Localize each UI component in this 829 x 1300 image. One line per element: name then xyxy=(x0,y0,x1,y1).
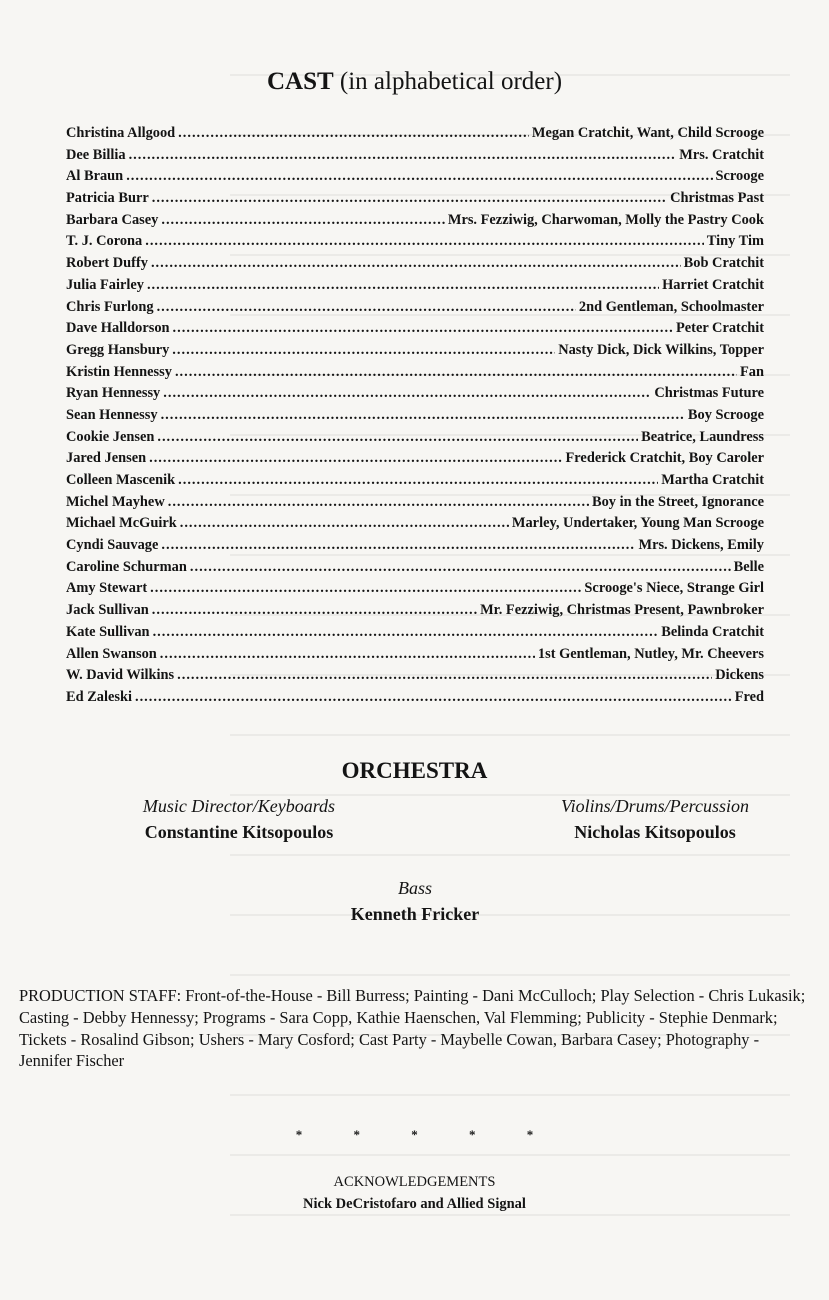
role-name: Christmas Future xyxy=(654,385,764,402)
role-name: Marley, Undertaker, Young Man Scrooge xyxy=(511,515,764,532)
actor-name: Colleen Mascenik xyxy=(66,472,176,488)
dot-leader xyxy=(178,470,658,492)
role-name: Belle xyxy=(733,558,764,575)
actor-name: Amy Stewart xyxy=(66,580,148,597)
cast-row xyxy=(66,513,764,535)
dot-leader xyxy=(168,492,589,514)
actor-name: Kate Sullivan xyxy=(66,623,150,640)
role-name: Mrs. Fezziwig, Charwoman, Molly the Pastry Cook xyxy=(447,211,764,228)
dot-leader xyxy=(161,405,685,427)
member-role: Music Director/Keyboards xyxy=(142,796,336,816)
actor-name: Jack Sullivan xyxy=(66,602,149,619)
role-name: Mrs. Dickens, Emily xyxy=(638,537,764,554)
role-name: Scrooge xyxy=(715,168,764,185)
actor-name: Ed Zaleski xyxy=(66,688,132,705)
cast-row xyxy=(66,166,764,188)
cast-heading xyxy=(0,68,829,96)
dot-leader xyxy=(160,644,535,666)
role-name: Scrooge's Niece, Strange Girl xyxy=(584,580,764,597)
cast-row xyxy=(66,557,764,579)
dot-leader xyxy=(149,448,562,470)
dot-leader xyxy=(153,622,659,644)
role-name: Frederick Cratchit, Boy Caroler xyxy=(565,450,764,467)
role-name: Mr. Fezziwig, Christmas Present, Pawnbroker xyxy=(480,602,764,619)
dot-leader xyxy=(135,687,732,709)
cast-row xyxy=(66,253,764,275)
cast-row xyxy=(66,687,764,709)
orchestra-member xyxy=(66,793,412,845)
member-role: Bass xyxy=(397,878,432,898)
acknowledgements-names: Nick DeCristofaro and Allied Signal xyxy=(303,1196,526,1212)
dot-leader xyxy=(152,188,667,210)
orchestra-member xyxy=(260,875,570,927)
member-name: Kenneth Fricker xyxy=(350,904,480,924)
role-name: Christmas Past xyxy=(670,190,764,207)
dot-leader xyxy=(163,383,651,405)
cast-row xyxy=(66,145,764,167)
role-name: Belinda Cratchit xyxy=(661,623,764,640)
dot-leader xyxy=(178,123,529,145)
dot-leader xyxy=(151,253,681,275)
cast-row xyxy=(66,405,764,427)
dot-leader xyxy=(157,297,576,319)
actor-name: Patricia Burr xyxy=(66,190,149,207)
role-name: Fan xyxy=(740,363,764,380)
role-name: Harriet Cratchit xyxy=(662,276,764,293)
actor-name: Dave Halldorson xyxy=(66,320,170,337)
dot-leader xyxy=(180,513,509,535)
cast-row xyxy=(66,210,764,232)
role-name: Boy in the Street, Ignorance xyxy=(591,493,764,510)
cast-list xyxy=(66,123,764,709)
cast-row xyxy=(66,362,764,384)
dot-leader xyxy=(161,535,635,557)
actor-name: Jared Jensen xyxy=(66,450,147,467)
actor-name: Kristin Hennessy xyxy=(66,363,172,380)
actor-name: Julia Fairley xyxy=(66,276,144,293)
cast-row xyxy=(66,123,764,145)
cast-row xyxy=(66,340,764,362)
cast-row xyxy=(66,492,764,514)
cast-row xyxy=(66,231,764,253)
dot-leader xyxy=(177,665,712,687)
role-name: Peter Cratchit xyxy=(675,320,764,337)
dot-leader xyxy=(190,557,731,579)
dot-leader xyxy=(175,362,737,384)
actor-name: Michael McGuirk xyxy=(66,515,177,532)
dot-leader xyxy=(161,210,445,232)
role-name: Fred xyxy=(734,688,764,705)
production-staff: PRODUCTION STAFF: Front-of-the-House - Bill Burress; Painting - Dani McCulloch; Play Selection - Chris Lukasik; Casting - Debby Hennessy; Programs - Sara Copp, Kathie Haenschen, Val Flemming; Publicity - Stephie Denmark; Tickets - Rosalind Gibson; Ushers - Mary Cosford; Cast Party - Maybelle Cowan, Barbara Casey; Photography - Jennifer Fischer xyxy=(19,986,806,1071)
actor-name: Michel Mayhew xyxy=(66,493,165,510)
actor-name: Ryan Hennessy xyxy=(66,385,161,402)
role-name: Martha Cratchit xyxy=(661,472,764,488)
actor-name: Robert Duffy xyxy=(66,255,148,272)
dot-leader xyxy=(129,145,677,167)
actor-name: Chris Furlong xyxy=(66,298,154,315)
cast-row xyxy=(66,383,764,405)
cast-row xyxy=(66,578,764,600)
actor-name: Barbara Casey xyxy=(66,211,159,228)
cast-row xyxy=(66,427,764,449)
orchestra-heading: ORCHESTRA xyxy=(341,758,488,783)
role-name: Megan Cratchit, Want, Child Scrooge xyxy=(531,125,764,141)
actor-name: Caroline Schurman xyxy=(66,558,187,575)
cast-row xyxy=(66,535,764,557)
dot-leader xyxy=(145,231,704,253)
cast-row xyxy=(66,318,764,340)
actor-name: Al Braun xyxy=(66,168,124,185)
dot-leader xyxy=(157,427,638,449)
role-name: 1st Gentleman, Nutley, Mr. Cheevers xyxy=(537,645,764,662)
actor-name: Dee Billia xyxy=(66,146,126,163)
actor-name: T. J. Corona xyxy=(66,233,143,250)
cast-row xyxy=(66,188,764,210)
cast-row xyxy=(66,622,764,644)
role-name: Tiny Tim xyxy=(706,233,764,250)
dot-leader xyxy=(152,600,477,622)
cast-row xyxy=(66,470,764,492)
dot-leader xyxy=(150,578,581,600)
cast-row xyxy=(66,275,764,297)
role-name: Beatrice, Laundress xyxy=(641,428,764,445)
separator-stars: * * * * * xyxy=(295,1127,558,1142)
actor-name: Sean Hennessy xyxy=(66,406,158,423)
role-name: Bob Cratchit xyxy=(683,255,764,272)
acknowledgements-heading: ACKNOWLEDGEMENTS xyxy=(333,1174,496,1190)
actor-name: W. David Wilkins xyxy=(66,667,175,684)
cast-row xyxy=(66,644,764,666)
actor-name: Cookie Jensen xyxy=(66,428,155,445)
dot-leader xyxy=(126,166,712,188)
cast-row xyxy=(66,600,764,622)
member-role: Violins/Drums/Percussion xyxy=(561,796,749,816)
cast-row xyxy=(66,297,764,319)
cast-heading-rest: (in alphabetical order) xyxy=(333,68,563,95)
member-name: Nicholas Kitsopoulos xyxy=(574,822,736,842)
role-name: Dickens xyxy=(715,667,764,684)
role-name: 2nd Gentleman, Schoolmaster xyxy=(578,298,764,315)
role-name: Mrs. Cratchit xyxy=(679,146,764,163)
cast-heading-bold: CAST xyxy=(266,68,334,95)
dot-leader xyxy=(147,275,659,297)
dot-leader xyxy=(173,318,673,340)
cast-row xyxy=(66,448,764,470)
actor-name: Gregg Hansbury xyxy=(66,341,170,358)
actor-name: Allen Swanson xyxy=(66,645,157,662)
cast-row xyxy=(66,665,764,687)
actor-name: Christina Allgood xyxy=(66,125,176,141)
role-name: Nasty Dick, Dick Wilkins, Topper xyxy=(558,341,764,358)
orchestra-member xyxy=(515,793,795,845)
member-name: Constantine Kitsopoulos xyxy=(144,822,334,842)
role-name: Boy Scrooge xyxy=(687,406,764,423)
actor-name: Cyndi Sauvage xyxy=(66,537,159,554)
dot-leader xyxy=(172,340,555,362)
